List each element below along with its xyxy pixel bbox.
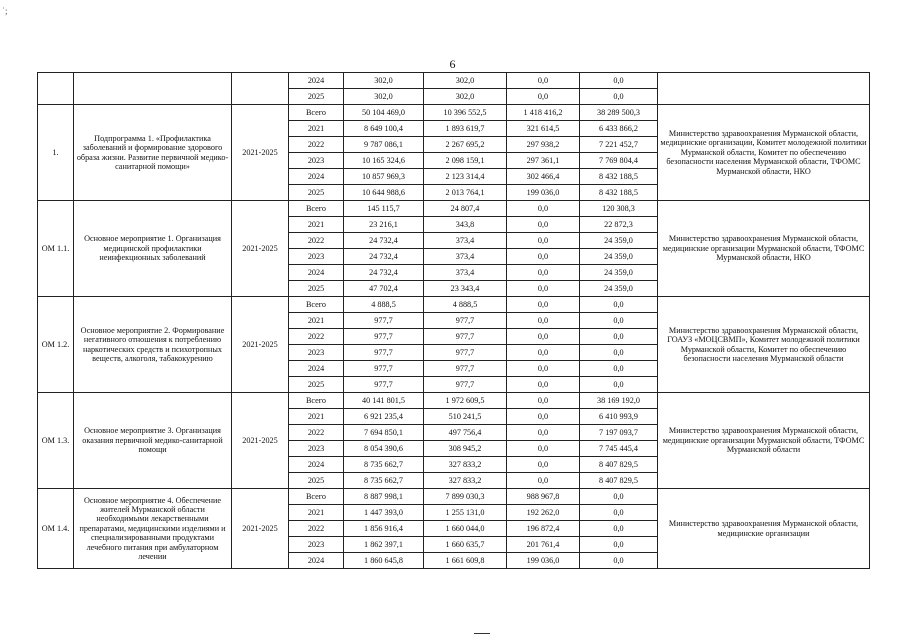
federal-budget-cell: 0,0 <box>507 89 580 105</box>
other-funds-cell: 8 432 188,5 <box>580 185 658 201</box>
total-cell: 977,7 <box>344 329 424 345</box>
page-bottom-mark <box>474 633 490 634</box>
total-cell: 24 732,4 <box>344 249 424 265</box>
federal-budget-cell: 0,0 <box>507 473 580 489</box>
executor-cell: Министерство здравоохранения Мурманской области, медицинские организации, Комитет молодежной политики Мурманской области, Комитет по обеспечению безопасности населения Мурманской области, ТФОМС Мурманской области, НКО <box>658 105 870 201</box>
program-table <box>37 72 870 569</box>
federal-budget-cell: 302 466,4 <box>507 169 580 185</box>
period-cell: 2021-2025 <box>232 105 289 201</box>
regional-budget-cell: 10 396 552,5 <box>424 105 507 121</box>
regional-budget-cell: 977,7 <box>424 377 507 393</box>
year-cell: 2021 <box>289 505 344 521</box>
federal-budget-cell: 0,0 <box>507 73 580 89</box>
other-funds-cell: 0,0 <box>580 361 658 377</box>
total-cell: 6 921 235,4 <box>344 409 424 425</box>
total-cell: 9 787 086,1 <box>344 137 424 153</box>
period-cell: 2021-2025 <box>232 489 289 569</box>
year-cell: 2023 <box>289 345 344 361</box>
regional-budget-cell: 308 945,2 <box>424 441 507 457</box>
regional-budget-cell: 327 833,2 <box>424 457 507 473</box>
other-funds-cell: 8 407 829,5 <box>580 457 658 473</box>
year-cell: 2024 <box>289 361 344 377</box>
other-funds-cell: 0,0 <box>580 489 658 505</box>
other-funds-cell: 24 359,0 <box>580 265 658 281</box>
total-cell: 302,0 <box>344 89 424 105</box>
year-cell: 2022 <box>289 329 344 345</box>
other-funds-cell: 0,0 <box>580 553 658 569</box>
regional-budget-cell: 373,4 <box>424 265 507 281</box>
year-cell: 2023 <box>289 249 344 265</box>
regional-budget-cell: 1 660 635,7 <box>424 537 507 553</box>
year-cell: 2024 <box>289 457 344 473</box>
total-cell: 23 216,1 <box>344 217 424 233</box>
federal-budget-cell: 297 361,1 <box>507 153 580 169</box>
other-funds-cell: 0,0 <box>580 73 658 89</box>
federal-budget-cell: 1 418 416,2 <box>507 105 580 121</box>
code-cell: ОМ 1.4. <box>38 489 74 569</box>
regional-budget-cell: 497 756,4 <box>424 425 507 441</box>
total-cell: 302,0 <box>344 73 424 89</box>
federal-budget-cell: 0,0 <box>507 377 580 393</box>
year-cell: 2024 <box>289 169 344 185</box>
period-cell <box>232 73 289 105</box>
federal-budget-cell: 0,0 <box>507 217 580 233</box>
name-cell <box>74 73 232 105</box>
year-cell: Всего <box>289 105 344 121</box>
total-cell: 977,7 <box>344 345 424 361</box>
year-cell: 2024 <box>289 553 344 569</box>
other-funds-cell: 0,0 <box>580 313 658 329</box>
total-cell: 1 862 397,1 <box>344 537 424 553</box>
other-funds-cell: 0,0 <box>580 537 658 553</box>
other-funds-cell: 22 872,3 <box>580 217 658 233</box>
corner-mark: ˙; <box>2 6 8 16</box>
other-funds-cell: 0,0 <box>580 297 658 313</box>
year-cell: 2022 <box>289 137 344 153</box>
other-funds-cell: 0,0 <box>580 89 658 105</box>
other-funds-cell: 6 433 866,2 <box>580 121 658 137</box>
federal-budget-cell: 0,0 <box>507 393 580 409</box>
other-funds-cell: 7 769 804,4 <box>580 153 658 169</box>
year-cell: 2021 <box>289 409 344 425</box>
regional-budget-cell: 23 343,4 <box>424 281 507 297</box>
code-cell: ОМ 1.2. <box>38 297 74 393</box>
federal-budget-cell: 0,0 <box>507 297 580 313</box>
total-cell: 4 888,5 <box>344 297 424 313</box>
federal-budget-cell: 0,0 <box>507 233 580 249</box>
total-cell: 8 887 998,1 <box>344 489 424 505</box>
period-cell: 2021-2025 <box>232 393 289 489</box>
total-cell: 8 054 390,6 <box>344 441 424 457</box>
year-cell: 2023 <box>289 537 344 553</box>
other-funds-cell: 24 359,0 <box>580 233 658 249</box>
regional-budget-cell: 977,7 <box>424 313 507 329</box>
year-cell: 2023 <box>289 153 344 169</box>
federal-budget-cell: 201 761,4 <box>507 537 580 553</box>
year-cell: 2025 <box>289 185 344 201</box>
other-funds-cell: 0,0 <box>580 505 658 521</box>
regional-budget-cell: 373,4 <box>424 249 507 265</box>
regional-budget-cell: 4 888,5 <box>424 297 507 313</box>
federal-budget-cell: 0,0 <box>507 313 580 329</box>
table-row <box>38 393 870 409</box>
total-cell: 10 165 324,6 <box>344 153 424 169</box>
other-funds-cell: 0,0 <box>580 521 658 537</box>
year-cell: 2022 <box>289 521 344 537</box>
other-funds-cell: 24 359,0 <box>580 281 658 297</box>
period-cell: 2021-2025 <box>232 201 289 297</box>
year-cell: 2022 <box>289 425 344 441</box>
total-cell: 1 447 393,0 <box>344 505 424 521</box>
federal-budget-cell: 0,0 <box>507 329 580 345</box>
code-cell: ОМ 1.1. <box>38 201 74 297</box>
executor-cell: Министерство здравоохранения Мурманской области, ГОАУЗ «МОЦСВМП», Комитет молодежной политики Мурманской области, Комитет по обеспечению безопасности населения Мурманской области <box>658 297 870 393</box>
year-cell: Всего <box>289 297 344 313</box>
total-cell: 1 860 645,8 <box>344 553 424 569</box>
other-funds-cell: 0,0 <box>580 329 658 345</box>
other-funds-cell: 7 197 093,7 <box>580 425 658 441</box>
year-cell: 2025 <box>289 473 344 489</box>
year-cell: 2022 <box>289 233 344 249</box>
year-cell: 2021 <box>289 217 344 233</box>
regional-budget-cell: 2 098 159,1 <box>424 153 507 169</box>
federal-budget-cell: 199 036,0 <box>507 185 580 201</box>
federal-budget-cell: 0,0 <box>507 425 580 441</box>
regional-budget-cell: 977,7 <box>424 345 507 361</box>
other-funds-cell: 38 289 500,3 <box>580 105 658 121</box>
regional-budget-cell: 977,7 <box>424 361 507 377</box>
regional-budget-cell: 2 123 314,4 <box>424 169 507 185</box>
year-cell: 2024 <box>289 73 344 89</box>
federal-budget-cell: 0,0 <box>507 409 580 425</box>
federal-budget-cell: 0,0 <box>507 457 580 473</box>
year-cell: Всего <box>289 489 344 505</box>
other-funds-cell: 7 745 445,4 <box>580 441 658 457</box>
regional-budget-cell: 302,0 <box>424 89 507 105</box>
executor-cell: Министерство здравоохранения Мурманской области, медицинские организации Мурманской области, ТФОМС Мурманской области <box>658 393 870 489</box>
regional-budget-cell: 24 807,4 <box>424 201 507 217</box>
regional-budget-cell: 343,8 <box>424 217 507 233</box>
page-number: 6 <box>449 57 456 71</box>
federal-budget-cell: 0,0 <box>507 441 580 457</box>
year-cell: 2021 <box>289 121 344 137</box>
federal-budget-cell: 0,0 <box>507 361 580 377</box>
federal-budget-cell: 199 036,0 <box>507 553 580 569</box>
regional-budget-cell: 1 661 609,8 <box>424 553 507 569</box>
federal-budget-cell: 988 967,8 <box>507 489 580 505</box>
regional-budget-cell: 327 833,2 <box>424 473 507 489</box>
table-row <box>38 489 870 505</box>
regional-budget-cell: 1 255 131,0 <box>424 505 507 521</box>
name-cell: Основное мероприятие 3. Организация оказания первичной медико-санитарной помощи <box>74 393 232 489</box>
other-funds-cell: 0,0 <box>580 377 658 393</box>
name-cell: Основное мероприятие 4. Обеспечение жителей Мурманской области необходимыми лекарственными препаратами, медицинскими изделиями и специализированными продуктами лечебного питания при амбулаторном лечении <box>74 489 232 569</box>
total-cell: 40 141 801,5 <box>344 393 424 409</box>
total-cell: 977,7 <box>344 377 424 393</box>
name-cell: Основное мероприятие 1. Организация медицинской профилактики неинфекционных заболеваний <box>74 201 232 297</box>
total-cell: 145 115,7 <box>344 201 424 217</box>
regional-budget-cell: 302,0 <box>424 73 507 89</box>
regional-budget-cell: 373,4 <box>424 233 507 249</box>
other-funds-cell: 38 169 192,0 <box>580 393 658 409</box>
code-cell <box>38 73 74 105</box>
regional-budget-cell: 977,7 <box>424 329 507 345</box>
year-cell: 2025 <box>289 377 344 393</box>
total-cell: 8 649 100,4 <box>344 121 424 137</box>
federal-budget-cell: 0,0 <box>507 345 580 361</box>
federal-budget-cell: 0,0 <box>507 201 580 217</box>
year-cell: 2021 <box>289 313 344 329</box>
federal-budget-cell: 297 938,2 <box>507 137 580 153</box>
regional-budget-cell: 2 013 764,1 <box>424 185 507 201</box>
total-cell: 1 856 916,4 <box>344 521 424 537</box>
table-row <box>38 105 870 121</box>
year-cell: 2025 <box>289 89 344 105</box>
total-cell: 977,7 <box>344 361 424 377</box>
name-cell: Подпрограмма 1. «Профилактика заболеваний и формирование здорового образа жизни. Развитие первичной медико-санитарной помощи» <box>74 105 232 201</box>
regional-budget-cell: 510 241,5 <box>424 409 507 425</box>
regional-budget-cell: 1 893 619,7 <box>424 121 507 137</box>
other-funds-cell: 24 359,0 <box>580 249 658 265</box>
other-funds-cell: 6 410 993,9 <box>580 409 658 425</box>
year-cell: 2025 <box>289 281 344 297</box>
total-cell: 10 644 988,6 <box>344 185 424 201</box>
executor-cell: Министерство здравоохранения Мурманской области, медицинские организации <box>658 489 870 569</box>
year-cell: 2024 <box>289 265 344 281</box>
regional-budget-cell: 1 660 044,0 <box>424 521 507 537</box>
name-cell: Основное мероприятие 2. Формирование негативного отношения к потреблению наркотических средств и психотропных веществ, алкоголя, табакокурению <box>74 297 232 393</box>
code-cell: 1. <box>38 105 74 201</box>
total-cell: 50 104 469,0 <box>344 105 424 121</box>
total-cell: 8 735 662,7 <box>344 457 424 473</box>
total-cell: 24 732,4 <box>344 233 424 249</box>
code-cell: ОМ 1.3. <box>38 393 74 489</box>
total-cell: 47 702,4 <box>344 281 424 297</box>
federal-budget-cell: 0,0 <box>507 281 580 297</box>
total-cell: 977,7 <box>344 313 424 329</box>
regional-budget-cell: 2 267 695,2 <box>424 137 507 153</box>
other-funds-cell: 120 308,3 <box>580 201 658 217</box>
federal-budget-cell: 196 872,4 <box>507 521 580 537</box>
year-cell: Всего <box>289 393 344 409</box>
total-cell: 10 857 969,3 <box>344 169 424 185</box>
program-table-body <box>38 73 870 569</box>
other-funds-cell: 7 221 452,7 <box>580 137 658 153</box>
federal-budget-cell: 0,0 <box>507 265 580 281</box>
regional-budget-cell: 7 899 030,3 <box>424 489 507 505</box>
executor-cell: Министерство здравоохранения Мурманской области, медицинские организации Мурманской области, ТФОМС Мурманской области, НКО <box>658 201 870 297</box>
table-row <box>38 73 870 89</box>
other-funds-cell: 8 407 829,5 <box>580 473 658 489</box>
table-row <box>38 201 870 217</box>
year-cell: 2023 <box>289 441 344 457</box>
federal-budget-cell: 321 614,5 <box>507 121 580 137</box>
total-cell: 24 732,4 <box>344 265 424 281</box>
total-cell: 7 694 850,1 <box>344 425 424 441</box>
other-funds-cell: 8 432 188,5 <box>580 169 658 185</box>
executor-cell <box>658 73 870 105</box>
period-cell: 2021-2025 <box>232 297 289 393</box>
table-row <box>38 297 870 313</box>
federal-budget-cell: 192 262,0 <box>507 505 580 521</box>
total-cell: 8 735 662,7 <box>344 473 424 489</box>
regional-budget-cell: 1 972 609,5 <box>424 393 507 409</box>
federal-budget-cell: 0,0 <box>507 249 580 265</box>
year-cell: Всего <box>289 201 344 217</box>
other-funds-cell: 0,0 <box>580 345 658 361</box>
